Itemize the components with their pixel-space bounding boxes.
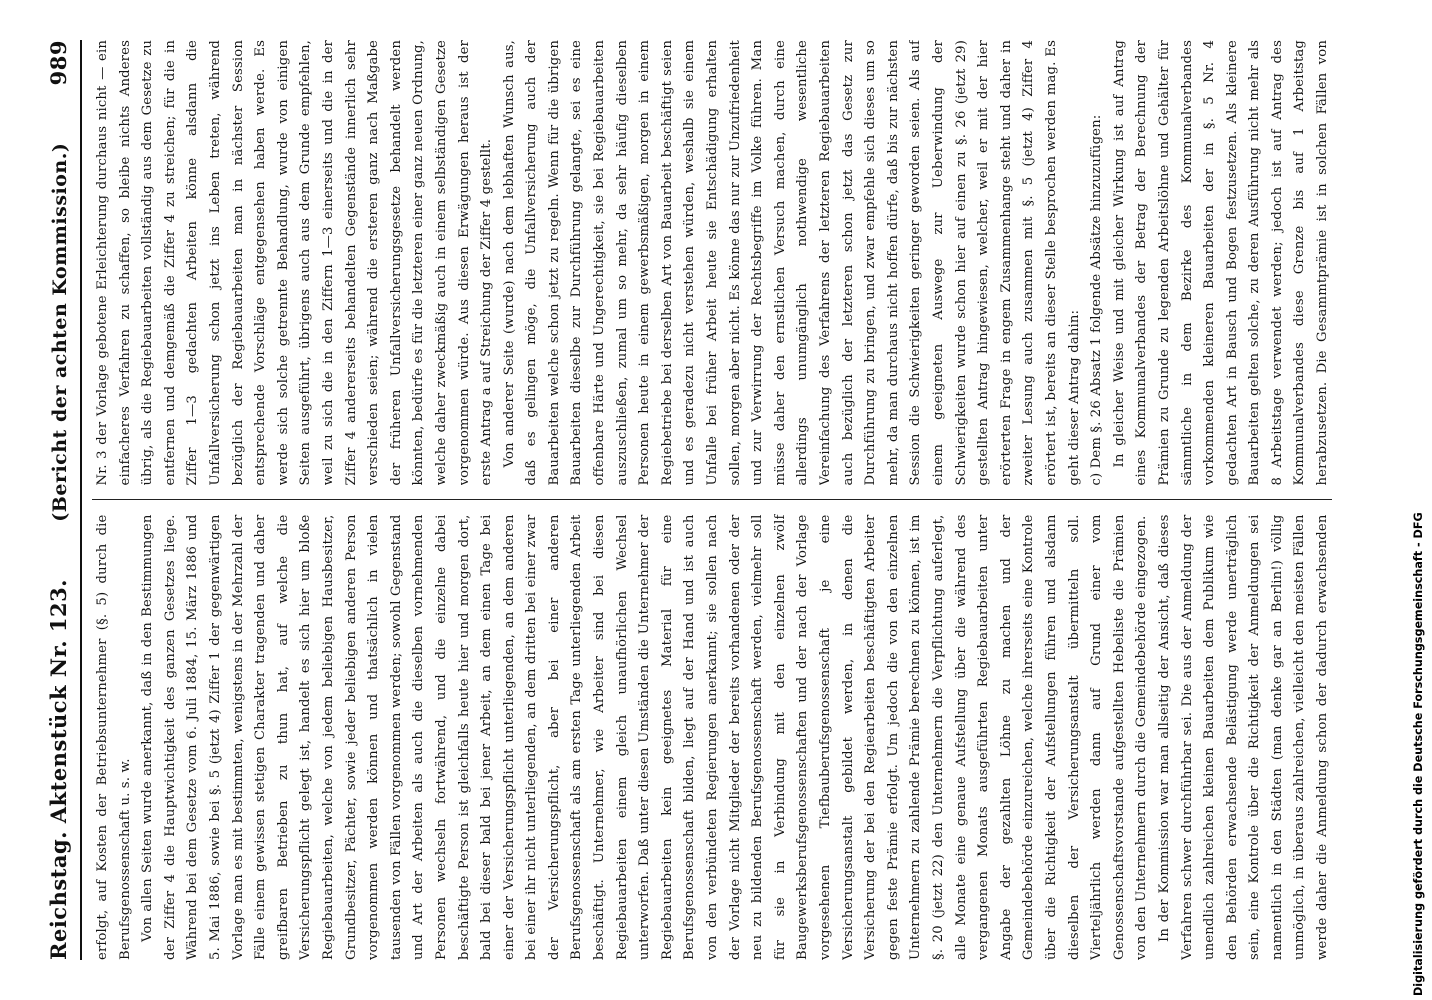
digitization-note-text: Digitalisierung gefördert durch die Deutsche Forschungsgemeinschaft - DFG <box>1411 512 1425 996</box>
column-divider <box>92 500 1332 501</box>
right-column <box>92 40 1332 486</box>
header-subtitle: (Bericht der achten Kommission.) <box>49 142 71 522</box>
paragraph: erfolgt, auf Kosten der Betriebsunternehmer (§. 5) durch die Berufsgenossenschaft u. s. w. <box>95 514 133 960</box>
document-page <box>34 20 1374 980</box>
page-number: 989 <box>46 40 71 86</box>
paragraph: In gleicher Weise und mit gleicher Wirkung ist auf Antrag eines Kommunalverbandes der Betrag der Berechnung der Prämien zu Grunde zu legenden Arbeitslöhne und Gehälter für sämmtliche in dem Bezirke des Kommunalverbandes vorkommenden kleineren Bauarbeiten der in §. 5 Nr. 4 gedachten Art in Bausch und Bogen festzusetzen. Als kleinere Bauarbeiten gelten solche, zu deren Ausführung nicht mehr als 8 Arbeitstage verwendet werden; jedoch ist auf Antrag des Kommunalverbandes diese Grenze bis auf 1 Arbeitstag herabzusetzen. Die Gesammtprämie ist in solchen Fällen von <box>1111 40 1331 486</box>
motion-item: c) Dem §. 26 Absatz 1 folgende Absätze hinzuzufügen: <box>1089 114 1105 486</box>
paragraph: In der Kommission war man allseitig der Ansicht, daß dieses Verfahren schwer durchführbar sei. Die aus der Anmeldung der unendlich zahlreichen kleinen Bauarbeiten dem Publikum wie den Behörden erwachsende Belästigung werde unerträglich sein, eine Kontrole über die Richtigkeit der Anmeldungen sei namentlich in den Städten (man denke gar an Berlin!) völlig unmöglich, in überaus zahlreichen, vielleicht den meisten Fällen werde daher die Anmeldung schon der dadurch erwachsenden <box>1156 514 1331 960</box>
paragraph: Von anderer Seite (wurde) nach dem lebhaften Wunsch aus, daß es gelingen möge, die Unfallversicherung auch der Bauarbeiten welche schon jetzt zu regeln. Wenn für die übrigen Bauarbeiten dieselbe zur Durchführung gelangte, sei es eine offenbare Härte und Ungerechtigkeit, sie bei Regiebauarbeiten auszuschließen, zumal um so mehr, da sehr häufig dieselben Personen heute in einem gewerbsmäßigen, morgen in einem Regiebetriebe bei derselben Art von Bauarbeit beschäftigt seien und es geradezu nicht verstehen würden, weshalb sie einem Unfalle bei früher Arbeit heute sie Entschädigung erhalten sollen, morgen aber nicht. Es könne das nur zur Unzufriedenheit und zur Verwirrung der Rechtsbegriffe im Volke führen. Man müsse daher den ernstlichen Versuch machen, durch eine allerdings unumgänglich nothwendige wesentliche Vereinfachung des Verfahrens der letzteren Regiebauarbeiten auch bezüglich der letzteren schon jetzt das Gesetz zur Durchführung zu bringen, und zwar empfehle sich dieses um so mehr, da man durchaus nicht hoffen dürfe, daß bis zur nächsten Session die Schwierigkeiten geringer geworden seien. Als auf einem geeigneten Auswege zur Ueberwindung der Schwierigkeiten wurde schon hier auf einen zu §. 26 (jetzt 29) gestellten Antrag hingewiesen, welcher, weil er mit der hier erörterten Frage in engem Zusammenhange steht und daher in zweiter Lesung auch zusammen mit §. 5 (jetzt 4) Ziffer 4 erörtert ist, bereits an dieser Stelle besprochen werden mag. Es geht dieser Antrag dahin: <box>501 40 1082 486</box>
running-header <box>46 40 82 960</box>
digitization-note <box>1409 512 1427 996</box>
text-columns <box>92 40 1332 960</box>
header-title: Reichstag. Aktenstück Nr. 123. <box>46 579 71 960</box>
paragraph: Nr. 3 der Vorlage gebotene Erleichterung durchaus nicht — ein einfacheres Verfahren zu schaffen, so bleibe nichts Anderes übrig, als die Regiebauarbeiten vollständig aus dem Gesetze zu entfernen und demgemäß die Ziffer 4 zu streichen; für die in Ziffer 1—3 gedachten Arbeiten könne alsdann die Unfallversicherung schon jetzt ins Leben treten, während bezüglich der Regiebauarbeiten man in nächster Session entsprechende Vorschläge entgegensehen haben werde. Es werde sich solche getrennte Behandlung, wurde von einigen Seiten ausgeführt, übrigens auch aus dem Grunde empfehlen, weil zu sich die in den Ziffern 1—3 einerseits und die in der Ziffer 4 andererseits behandelten Gegenstände innerlich sehr verschieden seien; während die ersteren ganz nach Maßgabe der früheren Unfallversicherungsgesetze behandelt werden könnten, bedürfe es für die letzteren einer ganz neuen Ordnung, welche daher zweckmäßig auch in einem selbständigen Gesetze vorgenommen würde. Aus diesen Erwägungen heraus ist der erste Antrag a auf Streichung der Ziffer 4 gestellt. <box>95 40 495 486</box>
paragraph: Von allen Seiten wurde anerkannt, daß in den Bestimmungen der Ziffer 4 die Hauptwichtigkeit des ganzen Gesetzes liege. Während bei dem Gesetze vom 6. Juli 1884, 15. März 1886 und 5. Mai 1886, sowie bei §. 5 (jetzt 4) Ziffer 1 der gegenwärtigen Vorlage man es mit bestimmten, wenigstens in der Mehrzahl der Fälle einem gewissen stetigen Charakter tragenden und daher greifbaren Betrieben zu thun hat, auf welche die Versicherungspflicht gelegt ist, handelt es sich hier um bloße Regiebauarbeiten, welche von jedem beliebigen Hausbesitzer, Grundbesitzer, Pächter, sowie jeder beliebigen anderen Person vorgenommen werden können und thatsächlich in vielen tausenden von Fällen vorgenommen werden; sowohl Gegenstand und Art der Arbeiten als auch die dieselben vornehmenden Personen wechseln fortwährend, und die einzelne dabei beschäftigte Person ist gleichfalls heute hier und morgen dort, bald bei dieser bald bei jener Arbeit, an dem einen Tage bei einer der Versicherungspflicht unterliegenden, an dem anderen bei einer ihr nicht unterliegenden, an dem dritten bei einer zwar der Versicherungspflicht, aber bei einer anderen Berufsgenossenschaft als am ersten Tage unterliegenden Arbeit beschäftigt. Unternehmer, wie Arbeiter sind bei diesen Regiebauarbeiten einem gleich unaufhörlichen Wechsel unterworfen. Daß unter diesen Umständen die Unternehmer der Regiebauarbeiten kein geeignetes Material für eine Berufsgenossenschaft bilden, liegt auf der Hand und ist auch von den verbündeten Regierungen anerkannt; sie sollen nach der Vorlage nicht Mitglieder der bereits vorhandenen oder der neu zu bildenden Berufsgenossenschaft werden, vielmehr soll für sie in Verbindung mit den einzelnen zwölf Baugewerksberufsgenossenschaften und der nach der Vorlage vorgesehenen Tiefbauberufsgenossenschaft je eine Versicherungsanstalt gebildet werden, in denen die Versicherung der bei den Regiearbeiten beschäftigten Arbeiter gegen feste Prämie erfolgt. Um jedoch die von den einzelnen Unternehmern zu zahlende Prämie berechnen zu können, ist im §. 20 (jetzt 22) den Unternehmern die Verpflichtung auferlegt, alle Monate eine genaue Aufstellung über die während des vergangenen Monats ausgeführten Regiebauarbeiten unter Angabe der gezahlten Löhne zu machen und der Gemeindebehörde einzureichen, welche ihrerseits eine Kontrole über die Richtigkeit der Aufstellungen führen und alsdann dieselben der Versicherungsanstalt übermitteln soll. Vierteljährlich werden dann auf Grund einer vom Genossenschaftsvorstande aufgestellten Hebeliste die Prämien von den Unternehmern durch die Gemeindebehörde eingezogen. <box>140 514 1150 960</box>
left-column <box>92 515 1332 961</box>
